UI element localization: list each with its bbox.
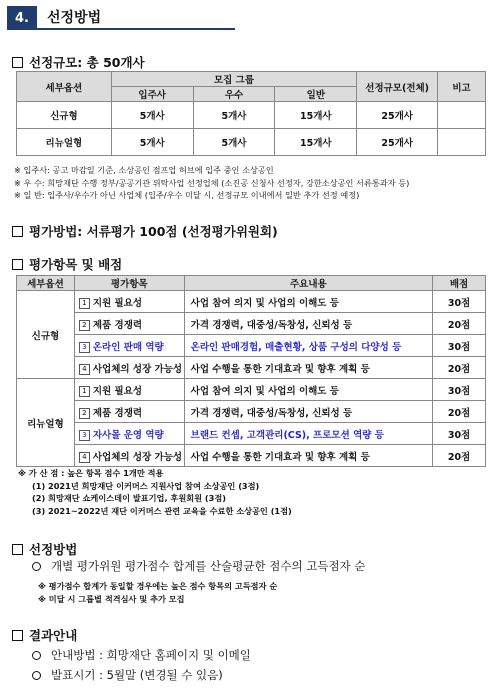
scale-table-wrap — [16, 71, 486, 156]
th-sub-general: 일반 — [275, 87, 357, 102]
score-cell: 20점 — [433, 357, 486, 379]
score-cell: 20점 — [433, 445, 486, 467]
item-cell — [74, 423, 184, 445]
result-text: 안내방법 : 희망재단 홈페이지 및 이메일 — [51, 648, 251, 662]
item-cell — [74, 313, 184, 335]
table-row — [17, 335, 486, 357]
table-row — [17, 357, 486, 379]
section-number: 4. — [7, 6, 37, 30]
checkbox-square-icon — [12, 226, 23, 237]
cell: 5개사 — [111, 102, 193, 129]
group-name: 신규형 — [17, 291, 75, 379]
item-cell — [74, 335, 184, 357]
result-label: 결과안내 — [29, 628, 78, 643]
result-text: 발표시기 : 5월말 (변경될 수 있음) — [51, 668, 223, 682]
section-header — [7, 6, 235, 30]
number-badge: 1 — [79, 386, 90, 397]
score-cell: 30점 — [433, 335, 486, 357]
content-cell: 가격 경쟁력, 대중성/독창성, 신뢰성 등 — [184, 401, 432, 423]
content-cell: 온라인 판매경험, 매출현황, 상품 구성의 다양성 등 — [184, 335, 432, 357]
scale-label: 선정규모: 총 50개사 — [29, 55, 145, 70]
content-cell: 사업 수행을 통한 기대효과 및 향후 계획 등 — [184, 445, 432, 467]
th-sub-excellent: 우수 — [193, 87, 275, 102]
table-row — [17, 313, 486, 335]
th-note: 비고 — [438, 72, 486, 102]
score-cell: 30점 — [433, 379, 486, 401]
table-row — [17, 129, 486, 156]
th-total: 선정규모(전체) — [357, 72, 438, 102]
th-item: 평가항목 — [74, 276, 184, 291]
item-label: 사업체의 성장 가능성 — [92, 363, 183, 375]
item-label: 사업체의 성장 가능성 — [92, 451, 183, 463]
bonus-line: (1) 2021년 희망재단 이커머스 지원사업 참여 소상공인 (3점) — [32, 480, 260, 491]
criteria-table-wrap — [16, 275, 486, 467]
content-cell: 사업 수행을 통한 기대효과 및 향후 계획 등 — [184, 357, 432, 379]
group-name: 리뉴얼형 — [17, 379, 75, 467]
method-label: 평가방법: 서류평가 100점 (선정평가위원회) — [29, 224, 278, 239]
checkbox-square-icon — [12, 544, 23, 555]
th-score: 배점 — [433, 276, 486, 291]
table-row — [17, 401, 486, 423]
result-line — [32, 647, 251, 663]
th-content: 주요내용 — [184, 276, 432, 291]
item-cell — [74, 401, 184, 423]
item-label: 자사몰 운영 역량 — [92, 429, 164, 441]
bonus-notes — [18, 467, 292, 517]
content-cell: 가격 경쟁력, 대중성/독창성, 신뢰성 등 — [184, 313, 432, 335]
cell: 25개사 — [357, 129, 438, 156]
cell: 5개사 — [111, 129, 193, 156]
number-badge: 4 — [79, 364, 90, 375]
bonus-line: (2) 희망재단 쇼케이스데이 발표기업, 후원회원 (3점) — [32, 493, 226, 503]
items-heading — [12, 255, 122, 273]
cell: 15개사 — [275, 129, 357, 156]
content-cell: 사업 참여 의지 및 사업의 이해도 등 — [184, 379, 432, 401]
number-badge: 2 — [79, 408, 90, 419]
number-badge: 3 — [79, 342, 90, 353]
row-name: 리뉴얼형 — [17, 129, 112, 156]
th-type: 세부옵션 — [17, 276, 75, 291]
item-cell — [74, 445, 184, 467]
item-cell — [74, 379, 184, 401]
bonus-line: (3) 2021~2022년 재단 이커머스 관련 교육을 수료한 소상공인 (1점) — [32, 505, 292, 516]
selection-note: ※ 평가점수 합계가 동일할 경우에는 높은 점수 항목의 고득점자 순 — [38, 581, 278, 591]
note-line: ※ 우 수: 희망재단 수행 정부/공공기관 위탁사업 선정업체 (소진공 신청사 선정자, 강한소상공인 서류통과자 등) — [14, 177, 410, 188]
scale-heading — [12, 53, 145, 71]
method-heading — [12, 222, 278, 240]
score-cell: 20점 — [433, 401, 486, 423]
item-cell — [74, 357, 184, 379]
number-badge: 1 — [79, 298, 90, 309]
circle-bullet-icon — [32, 671, 41, 680]
note-line: ※ 일 반: 입주사/우수가 아닌 사업체 (입주/우수 미달 시, 선정규모 이내에서 일반 추가 선정 예정) — [14, 190, 360, 200]
row-name: 신규형 — [17, 102, 112, 129]
item-label: 온라인 판매 역량 — [92, 341, 164, 353]
selection-note: ※ 미달 시 그룹별 적격심사 및 추가 모집 — [38, 594, 185, 604]
score-cell: 20점 — [433, 313, 486, 335]
table-row — [17, 445, 486, 467]
number-badge: 3 — [79, 430, 90, 441]
cell: 5개사 — [193, 129, 275, 156]
circle-bullet-icon — [32, 651, 41, 660]
item-label: 제품 경쟁력 — [92, 407, 143, 419]
scale-table — [16, 71, 486, 156]
items-label: 평가항목 및 배점 — [29, 257, 123, 272]
cell: 5개사 — [193, 102, 275, 129]
checkbox-square-icon — [12, 57, 23, 68]
circle-bullet-icon — [32, 562, 41, 571]
section-title: 선정방법 — [37, 6, 235, 30]
content-cell: 브랜드 컨셉, 고객관리(CS), 프로모션 역량 등 — [184, 423, 432, 445]
number-badge: 4 — [79, 452, 90, 463]
selection-text: 개별 평가위원 평가점수 합계를 산술평균한 점수의 고득점자 순 — [51, 559, 366, 573]
item-label: 제품 경쟁력 — [92, 319, 143, 331]
result-line — [32, 667, 223, 683]
checkbox-square-icon — [12, 630, 23, 641]
th-group: 모집 그룹 — [111, 72, 356, 87]
table-row — [17, 379, 486, 401]
th-sub-resident: 입주사 — [111, 87, 193, 102]
item-label: 지원 필요성 — [92, 297, 143, 309]
bonus-line: ※ 가 산 점 : 높은 항목 점수 1개만 적용 — [18, 468, 164, 478]
criteria-table — [16, 275, 486, 467]
item-cell — [74, 291, 184, 313]
cell — [438, 129, 486, 156]
selection-notes — [38, 580, 277, 606]
table-row — [17, 102, 486, 129]
selection-heading — [12, 540, 77, 558]
table-row — [17, 423, 486, 445]
cell — [438, 102, 486, 129]
result-heading — [12, 626, 77, 644]
selection-label: 선정방법 — [29, 542, 78, 557]
item-label: 지원 필요성 — [92, 385, 143, 397]
cell: 15개사 — [275, 102, 357, 129]
th-type: 세부옵션 — [17, 72, 112, 102]
table-row — [17, 291, 486, 313]
score-cell: 30점 — [433, 291, 486, 313]
selection-line — [32, 558, 365, 574]
scale-notes — [14, 164, 409, 202]
cell: 25개사 — [357, 102, 438, 129]
checkbox-square-icon — [12, 259, 23, 270]
score-cell: 30점 — [433, 423, 486, 445]
number-badge: 2 — [79, 320, 90, 331]
note-line: ※ 입주사: 공고 마감일 기준, 소상공인 점프업 허브에 입주 중인 소상공인 — [14, 165, 274, 175]
content-cell: 사업 참여 의지 및 사업의 이해도 등 — [184, 291, 432, 313]
